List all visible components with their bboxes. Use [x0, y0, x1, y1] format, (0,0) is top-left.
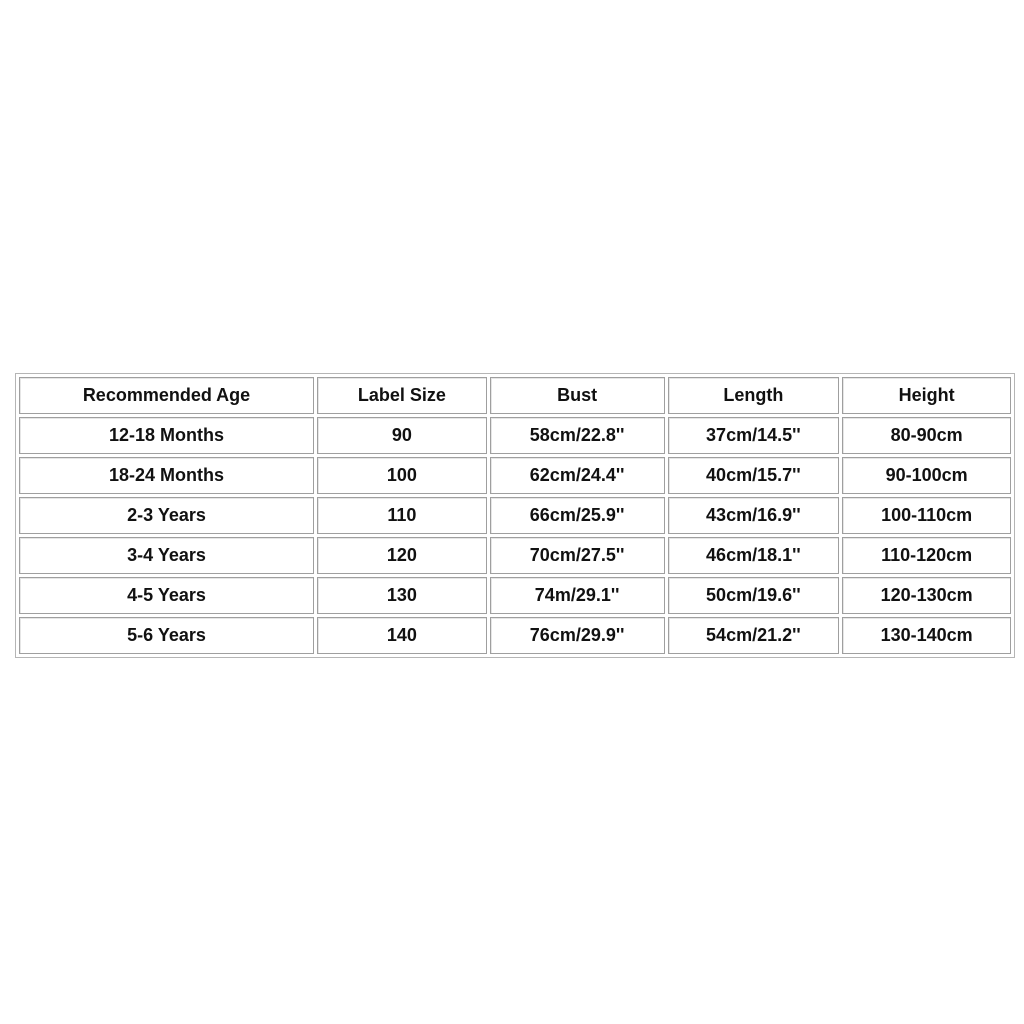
- cell-bust: 76cm/29.9'': [490, 617, 665, 654]
- cell-length: 50cm/19.6'': [668, 577, 840, 614]
- cell-height: 90-100cm: [842, 457, 1011, 494]
- cell-length: 54cm/21.2'': [668, 617, 840, 654]
- cell-bust: 70cm/27.5'': [490, 537, 665, 574]
- table-row: [19, 617, 1011, 654]
- cell-label-size: 100: [317, 457, 487, 494]
- cell-height: 100-110cm: [842, 497, 1011, 534]
- cell-recommended-age: 3-4 Years: [19, 537, 314, 574]
- cell-height: 120-130cm: [842, 577, 1011, 614]
- header-recommended-age: Recommended Age: [19, 377, 314, 414]
- header-length: Length: [668, 377, 840, 414]
- cell-bust: 74m/29.1'': [490, 577, 665, 614]
- cell-height: 110-120cm: [842, 537, 1011, 574]
- header-row: [19, 377, 1011, 414]
- table-row: [19, 417, 1011, 454]
- cell-label-size: 90: [317, 417, 487, 454]
- cell-length: 37cm/14.5'': [668, 417, 840, 454]
- cell-recommended-age: 12-18 Months: [19, 417, 314, 454]
- cell-recommended-age: 5-6 Years: [19, 617, 314, 654]
- cell-bust: 58cm/22.8'': [490, 417, 665, 454]
- header-height: Height: [842, 377, 1011, 414]
- header-bust: Bust: [490, 377, 665, 414]
- cell-label-size: 140: [317, 617, 487, 654]
- cell-recommended-age: 4-5 Years: [19, 577, 314, 614]
- table-row: [19, 497, 1011, 534]
- cell-recommended-age: 2-3 Years: [19, 497, 314, 534]
- table-row: [19, 457, 1011, 494]
- cell-label-size: 120: [317, 537, 487, 574]
- cell-height: 130-140cm: [842, 617, 1011, 654]
- cell-length: 43cm/16.9'': [668, 497, 840, 534]
- cell-length: 46cm/18.1'': [668, 537, 840, 574]
- table-row: [19, 537, 1011, 574]
- cell-label-size: 110: [317, 497, 487, 534]
- cell-recommended-age: 18-24 Months: [19, 457, 314, 494]
- table-row: [19, 577, 1011, 614]
- cell-bust: 66cm/25.9'': [490, 497, 665, 534]
- cell-bust: 62cm/24.4'': [490, 457, 665, 494]
- cell-label-size: 130: [317, 577, 487, 614]
- cell-length: 40cm/15.7'': [668, 457, 840, 494]
- size-chart-table: [15, 373, 1015, 658]
- cell-height: 80-90cm: [842, 417, 1011, 454]
- header-label-size: Label Size: [317, 377, 487, 414]
